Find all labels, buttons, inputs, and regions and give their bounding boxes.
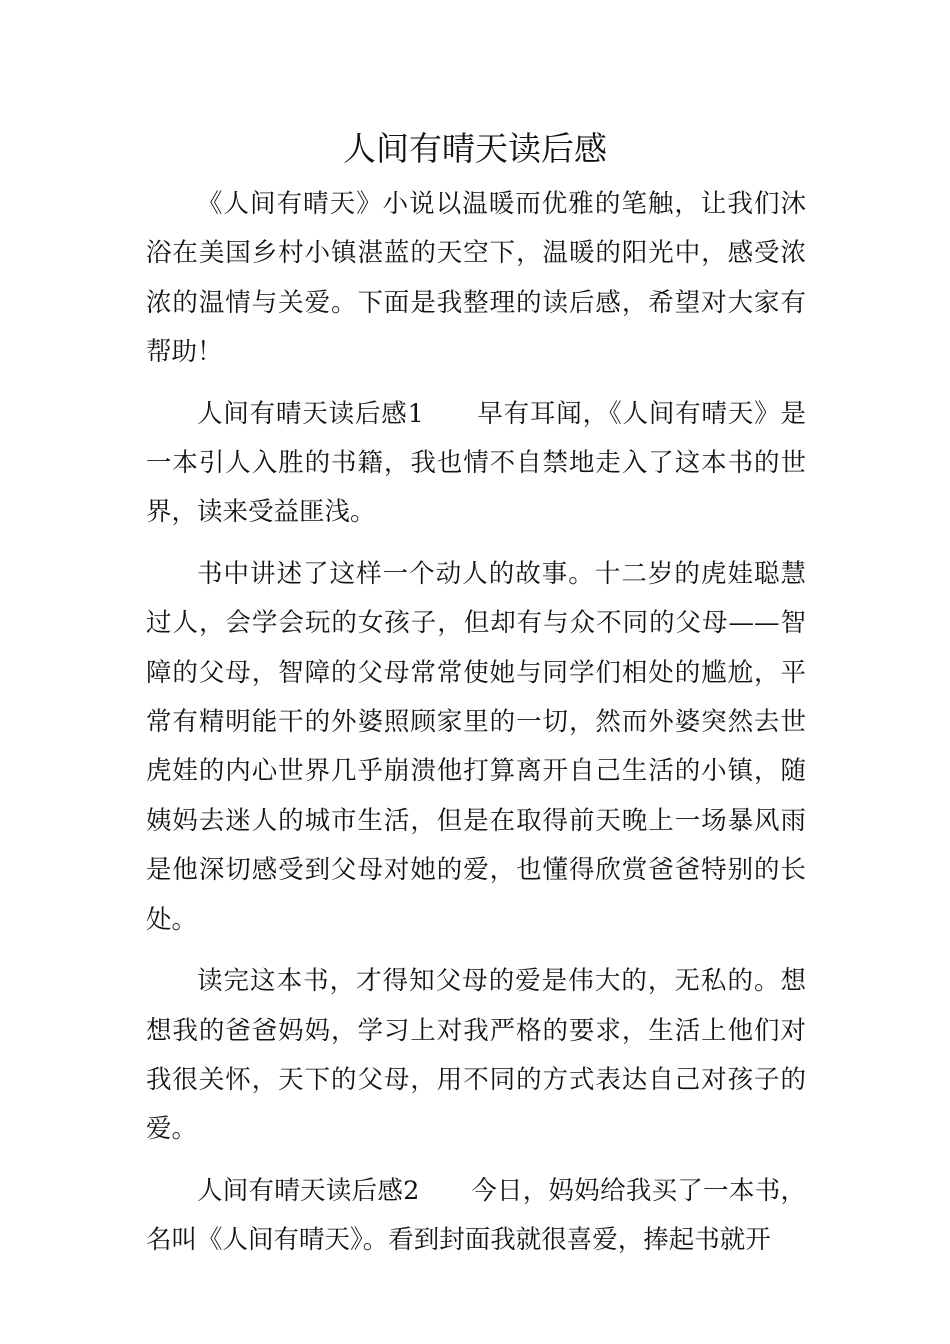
paragraph-reflection: 读完这本书，才得知父母的爱是伟大的，无私的。想想我的爸爸妈妈，学习上对我严格的要求，生活上他们对我很关怀，天下的父母，用不同的方式表达自己对孩子的爱。 bbox=[146, 966, 806, 1145]
paragraph-essay-2-start: 人间有晴天读后感2 今日，妈妈给我买了一本书，名叫《人间有晴天》。看到封面我就很喜爱，捧起书就开 bbox=[146, 1175, 806, 1256]
paragraph-essay-1-start: 人间有晴天读后感1 早有耳闻，《人间有晴天》是一本引人入胜的书籍，我也情不自禁地走入了这本书的世界，读来受益匪浅。 bbox=[146, 398, 806, 528]
document-title: 人间有晴天读后感 bbox=[343, 129, 607, 168]
document-body bbox=[146, 180, 806, 1266]
paragraph-story-summary: 书中讲述了这样一个动人的故事。十二岁的虎娃聪慧过人，会学会玩的女孩子，但却有与众不同的父母——智障的父母，智障的父母常常使她与同学们相处的尴尬，平常有精明能干的外婆照顾家里的一切，然而外婆突然去世虎娃的内心世界几乎崩溃他打算离开自己生活的小镇，随姨妈去迷人的城市生活，但是在取得前天晚上一场暴风雨是他深切感受到父母对她的爱，也懂得欣赏爸爸特别的长处。 bbox=[146, 558, 806, 935]
paragraph-intro: 《人间有晴天》小说以温暖而优雅的笔触，让我们沐浴在美国乡村小镇湛蓝的天空下，温暖的阳光中，感受浓浓的温情与关爱。下面是我整理的读后感，希望对大家有帮助！ bbox=[146, 189, 806, 368]
